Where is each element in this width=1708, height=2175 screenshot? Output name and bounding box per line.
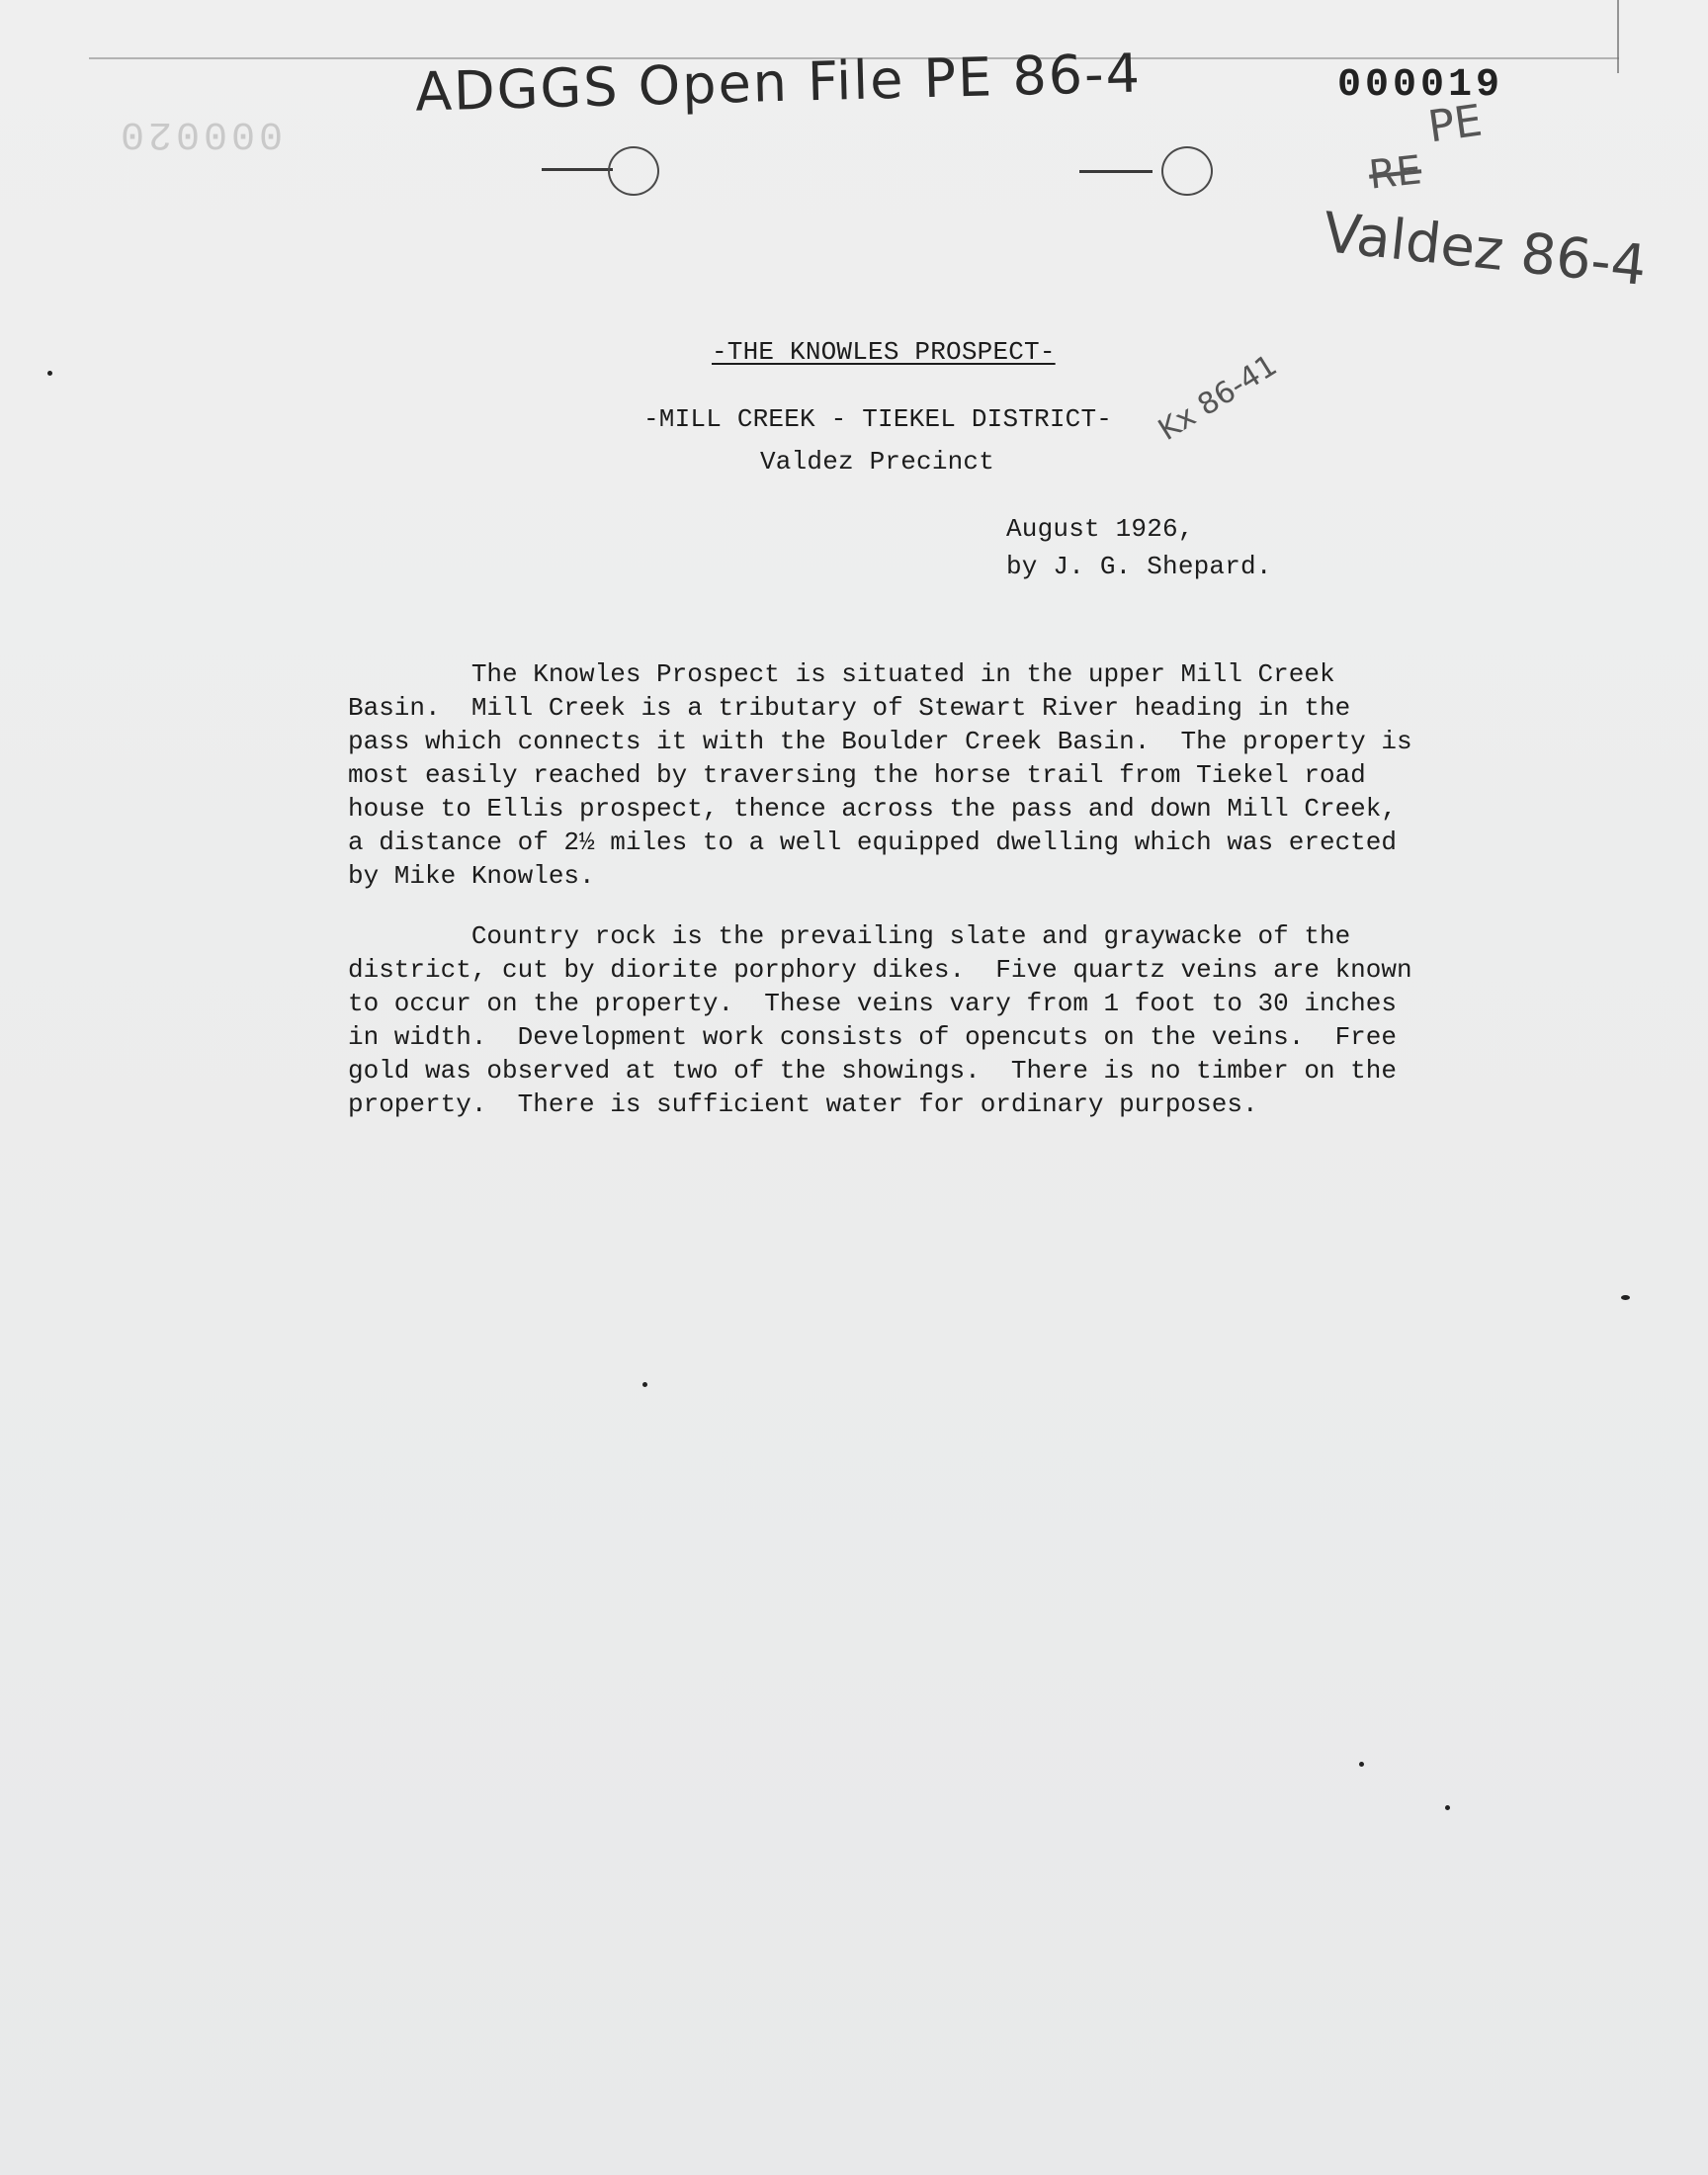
ghost-stamp-number: 000020 (117, 111, 284, 155)
scan-speck (47, 371, 52, 376)
scan-speck (642, 1382, 647, 1387)
binder-hole-line-left (542, 168, 613, 171)
scan-speck (1445, 1805, 1450, 1810)
binder-hole-left (608, 146, 659, 196)
kx-annotation: Kx 86-41 (1152, 348, 1284, 448)
binder-hole-right (1161, 146, 1213, 196)
stamp-number: 000019 (1337, 63, 1504, 108)
page-tab-edge (1617, 0, 1619, 73)
struck-annotation: RE (1366, 147, 1424, 199)
scan-speck (1621, 1295, 1630, 1300)
document-title: -THE KNOWLES PROSPECT- (712, 337, 1056, 367)
paragraph-location: The Knowles Prospect is situated in the upper Mill Creek Basin. Mill Creek is a tributary of Stewart River heading in the pass which connects it with the Boulder Creek Basin. The property is most easily reached by traversing the horse trail from Tiekel road house to Ellis prospect, thence across the pass and down Mill Creek, a distance of 2½ miles to a well equipped dwelling which was erected by Mike Knowles. (348, 659, 1412, 891)
document-date: August 1926, (1006, 514, 1194, 544)
pe-annotation: PE (1424, 95, 1486, 153)
document-subtitle: -MILL CREEK - TIEKEL DISTRICT- (643, 404, 1113, 434)
document-author: by J. G. Shepard. (1006, 552, 1272, 581)
open-file-annotation: ADGGS Open File PE 86-4 (414, 42, 1143, 124)
document-precinct: Valdez Precinct (760, 447, 995, 477)
scan-speck (1359, 1762, 1364, 1767)
binder-hole-line-right (1079, 170, 1153, 173)
paragraph-geology: Country rock is the prevailing slate and graywacke of the district, cut by diorite porphory dikes. Five quartz veins are known to occur on the property. These veins vary from 1 foot to 30 inches in width. Development work consists of opencuts on the veins. Free gold was observed at two of the showings. There is no timber on the property. There is sufficient water for ordinary purposes. (348, 921, 1412, 1119)
valdez-annotation: Valdez 86-4 (1320, 201, 1650, 299)
